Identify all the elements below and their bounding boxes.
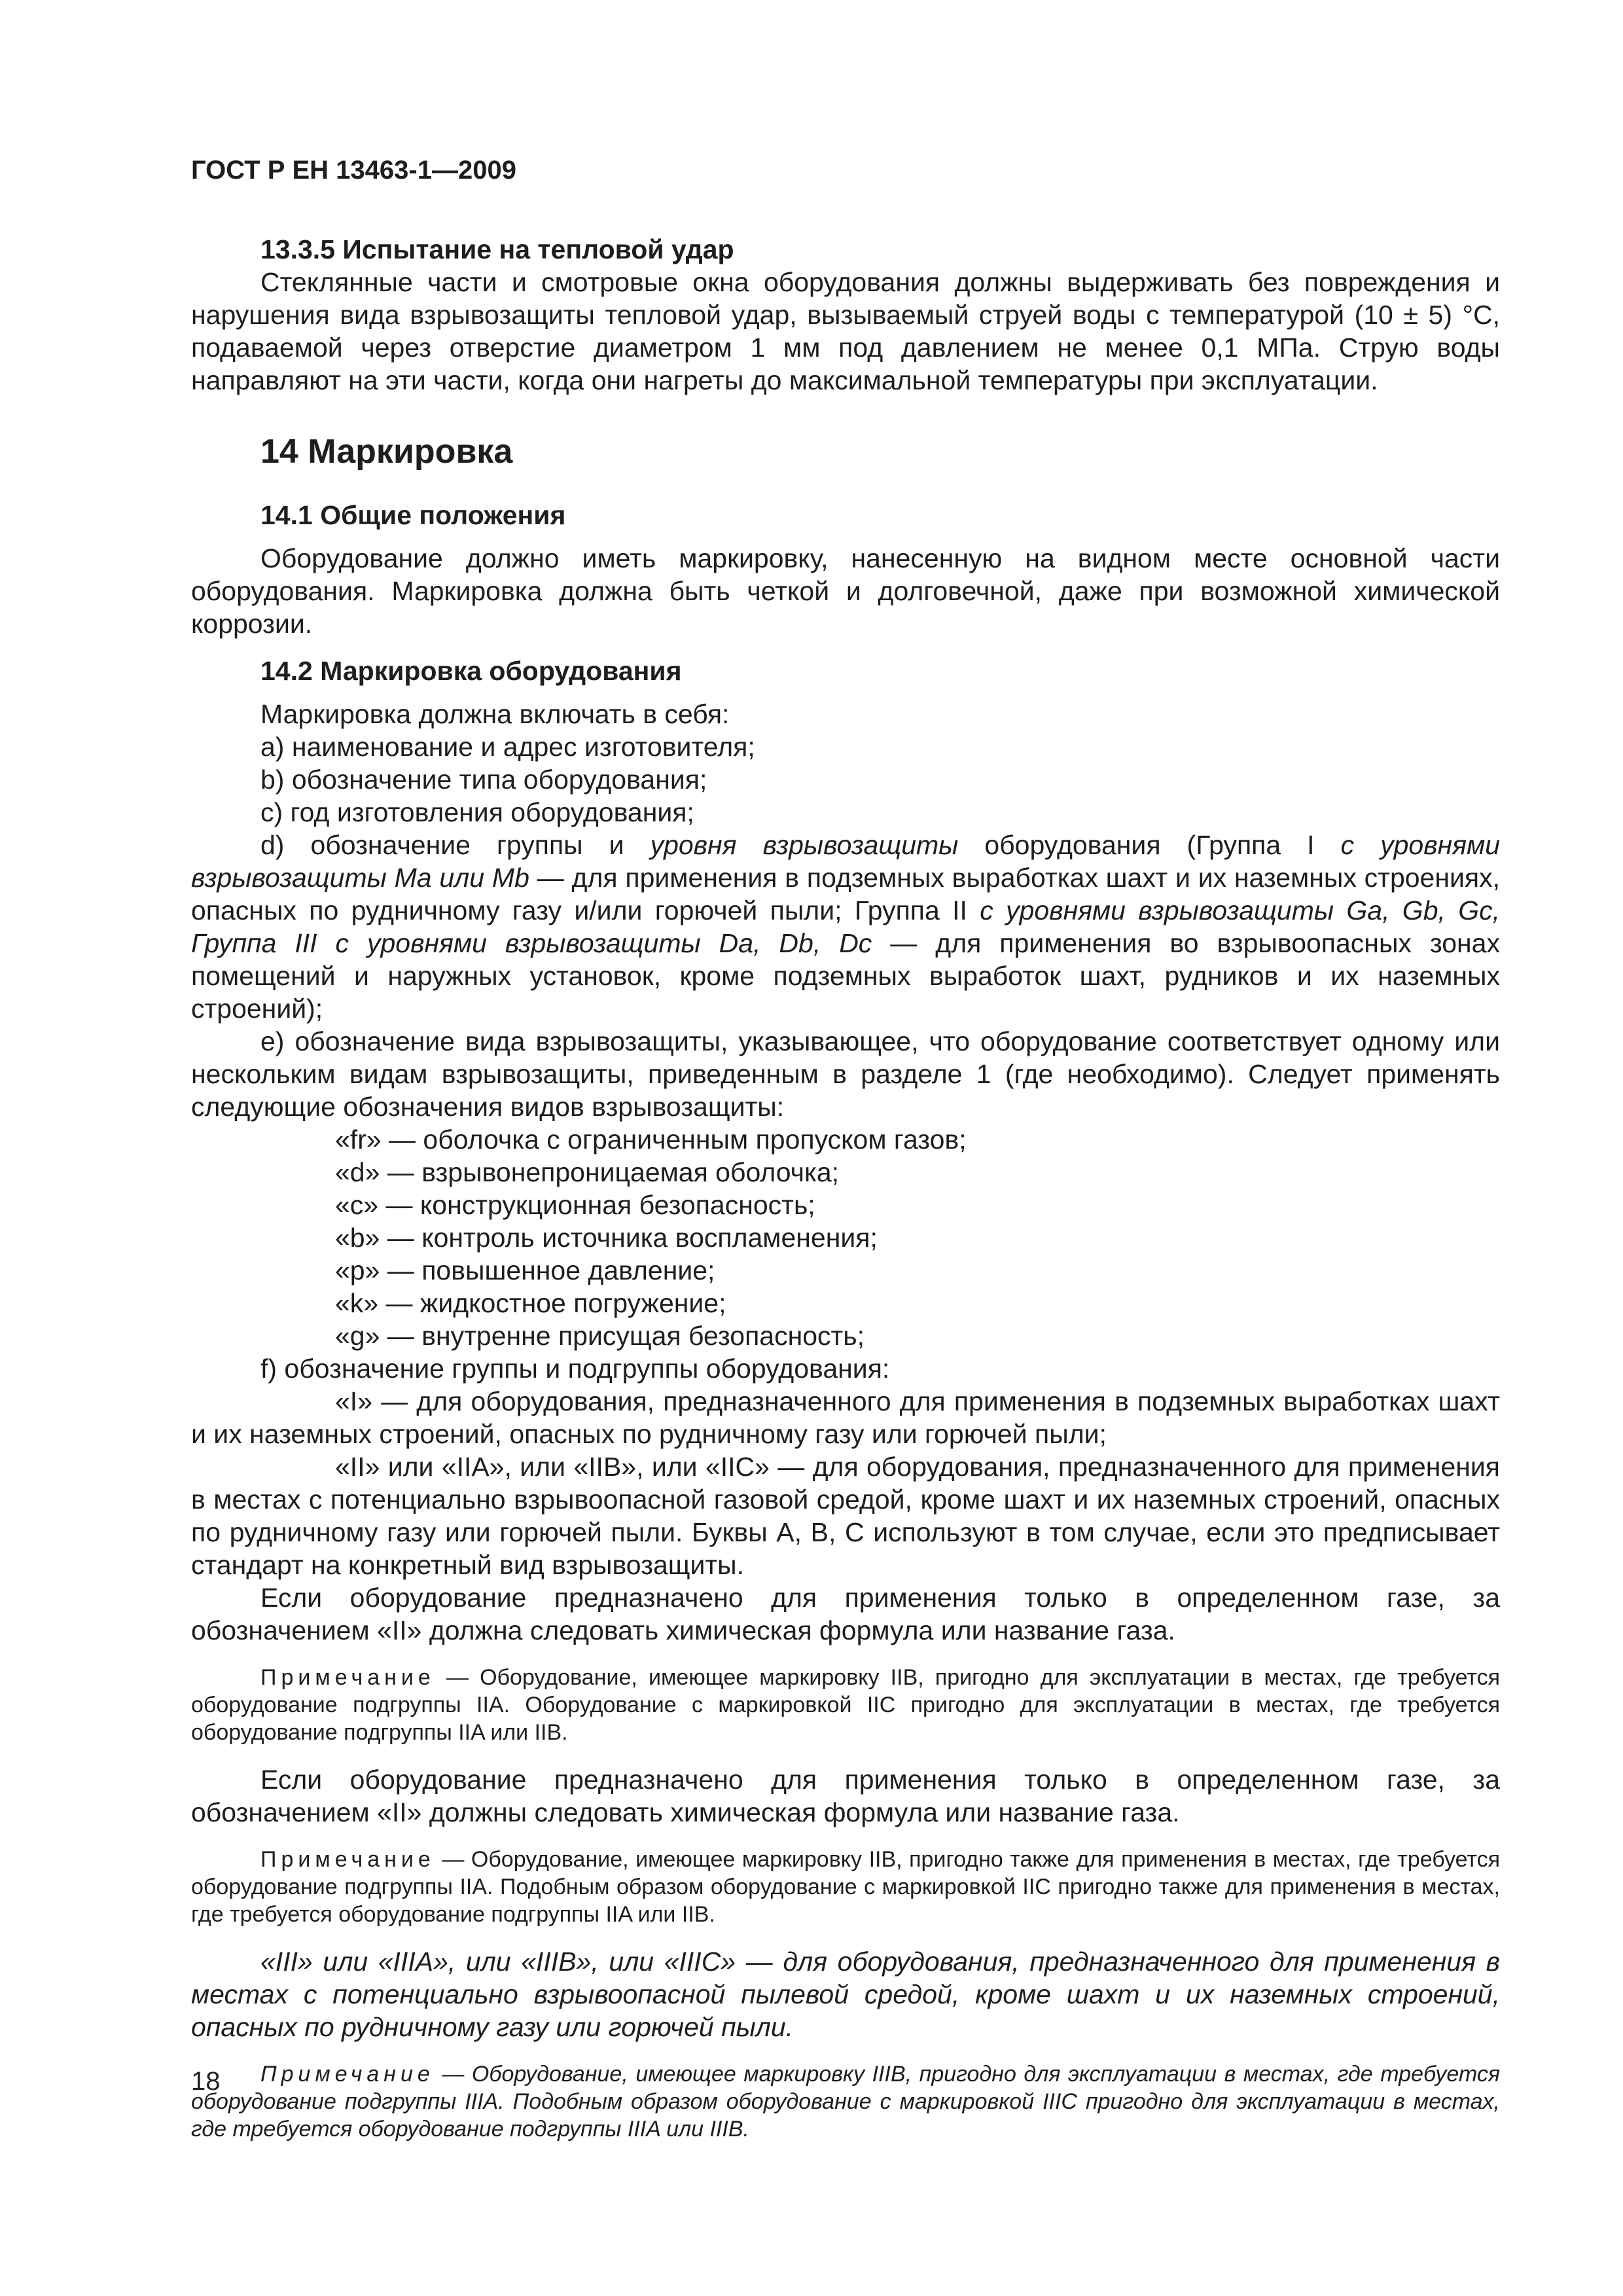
- note-3: Примечание — Оборудование, имеющее маркировку IIIB, пригодно для эксплуатации в местах, где требуется оборудование подгруппы IIIA. Подобным образом оборудование с маркировкой IIIC пригодно для эксплуатации в местах, где требуется оборудование подгруппы IIIA или IIIB.: [191, 2062, 1500, 2142]
- section-13-3-5-title: 13.3.5 Испытание на тепловой удар: [260, 234, 734, 264]
- protection-type-item: «d» — взрывонепроницаемая оболочка;: [335, 1157, 840, 1187]
- protection-type-item: «fr» — оболочка с ограниченным пропуском газов;: [335, 1124, 967, 1155]
- list-item-e: e) обозначение вида взрывозащиты, указывающее, что оборудование соответствует одному или нескольким видам взрывозащиты, приведенным в разделе 1 (где необходимо). Следует применять следующие обозначения видов взрывозащиты:: [191, 1026, 1500, 1122]
- note-2: Примечание — Оборудование, имеющее маркировку IIB, пригодно также для применения в местах, где требуется оборудование подгруппы IIA. Подобным образом оборудование с маркировкой IIC пригодно также для применения в местах, где требуется оборудование подгруппы IIA или IIB.: [191, 1847, 1500, 1927]
- page-content: [191, 154, 1500, 2143]
- section-14-1-title: 14.1 Общие положения: [260, 500, 566, 530]
- group-III-text: «III» или «IIIA», или «IIIB», или «IIIC» — для оборудования, предназначенного для применения в местах с потенциально взрывоопасной пылевой средой, кроме шахт и их наземных строений, опасных по рудничному газу или горючей пыли.: [191, 1946, 1500, 2042]
- section-13-3-5-text: Стеклянные части и смотровые окна оборудования должны выдерживать без повреждения и нарушения вида взрывозащиты тепловой удар, вызываемый струей воды с температурой (10 ± 5) °С, подаваемой через отверстие диаметром 1 мм под давлением не менее 0,1 МПа. Струю воды направляют на эти части, когда они нагреты до максимальной температуры при эксплуатации.: [191, 267, 1500, 395]
- protection-type-item: «k» — жидкостное погружение;: [335, 1288, 726, 1318]
- section-14-1-text: Оборудование должно иметь маркировку, нанесенную на видном месте основной части оборудования. Маркировка должна быть четкой и долговечной, даже при возможной химической коррозии.: [191, 543, 1500, 639]
- gas-paragraph-2: Если оборудование предназначено для применения только в определенном газе, за обозначением «II» должны следовать химическая формула или название газа.: [191, 1765, 1500, 1827]
- protection-type-item: «c» — конструкционная безопасность;: [335, 1190, 815, 1220]
- document-code: ГОСТ Р ЕН 13463-1—2009: [191, 156, 516, 185]
- page-number: 18: [191, 2067, 221, 2096]
- list-item-d: d) обозначение группы и уровня взрывозащиты оборудования (Группа I с уровнями взрывозащиты Ma или Mb — для применения в подземных выработках шахт и их наземных строениях, опасных по рудничному газу и/или горючей пыли; Группа II с уровнями взрывозащиты Ga, Gb, Gc, Группа III с уровнями взрывозащиты Da, Db, Dc — для применения во взрывоопасных зонах помещений и наружных установок, кроме подземных выработок шахт, рудников и их наземных строений);: [191, 830, 1500, 1024]
- group-I-text: «I» — для оборудования, предназначенного для применения в подземных выработках шахт и их наземных строений, опасных по рудничному газу или горючей пыли;: [191, 1386, 1500, 1449]
- gas-paragraph-1: Если оборудование предназначено для применения только в определенном газе, за обозначением «II» должна следовать химическая формула или название газа.: [191, 1583, 1500, 1645]
- protection-type-item: «b» — контроль источника воспламенения;: [335, 1223, 878, 1253]
- section-14-title: 14 Маркировка: [260, 433, 513, 471]
- list-item-c: c) год изготовления оборудования;: [260, 797, 694, 827]
- list-item-b: b) обозначение типа оборудования;: [260, 764, 707, 795]
- protection-type-item: «g» — внутренне присущая безопасность;: [335, 1321, 865, 1351]
- marking-intro: Маркировка должна включать в себя:: [260, 699, 730, 729]
- protection-type-item: «p» — повышенное давление;: [335, 1255, 715, 1285]
- group-II-text: «II» или «IIA», или «IIB», или «IIC» — для оборудования, предназначенного для применения в местах с потенциально взрывоопасной газовой средой, кроме шахт и их наземных строений, опасных по рудничному газу или горючей пыли. Буквы А, В, С используют в том случае, если это предписывает стандарт на конкретный вид взрывозащиты.: [191, 1452, 1500, 1580]
- note-1: Примечание — Оборудование, имеющее маркировку IIB, пригодно для эксплуатации в местах, где требуется оборудование подгруппы IIA. Оборудование с маркировкой IIC пригодно для эксплуатации в местах, где требуется оборудование подгруппы IIA или IIB.: [191, 1665, 1500, 1745]
- list-item-a: a) наименование и адрес изготовителя;: [260, 732, 755, 762]
- list-item-f: f) обозначение группы и подгруппы оборудования:: [260, 1354, 890, 1384]
- section-14-2-title: 14.2 Маркировка оборудования: [260, 656, 682, 686]
